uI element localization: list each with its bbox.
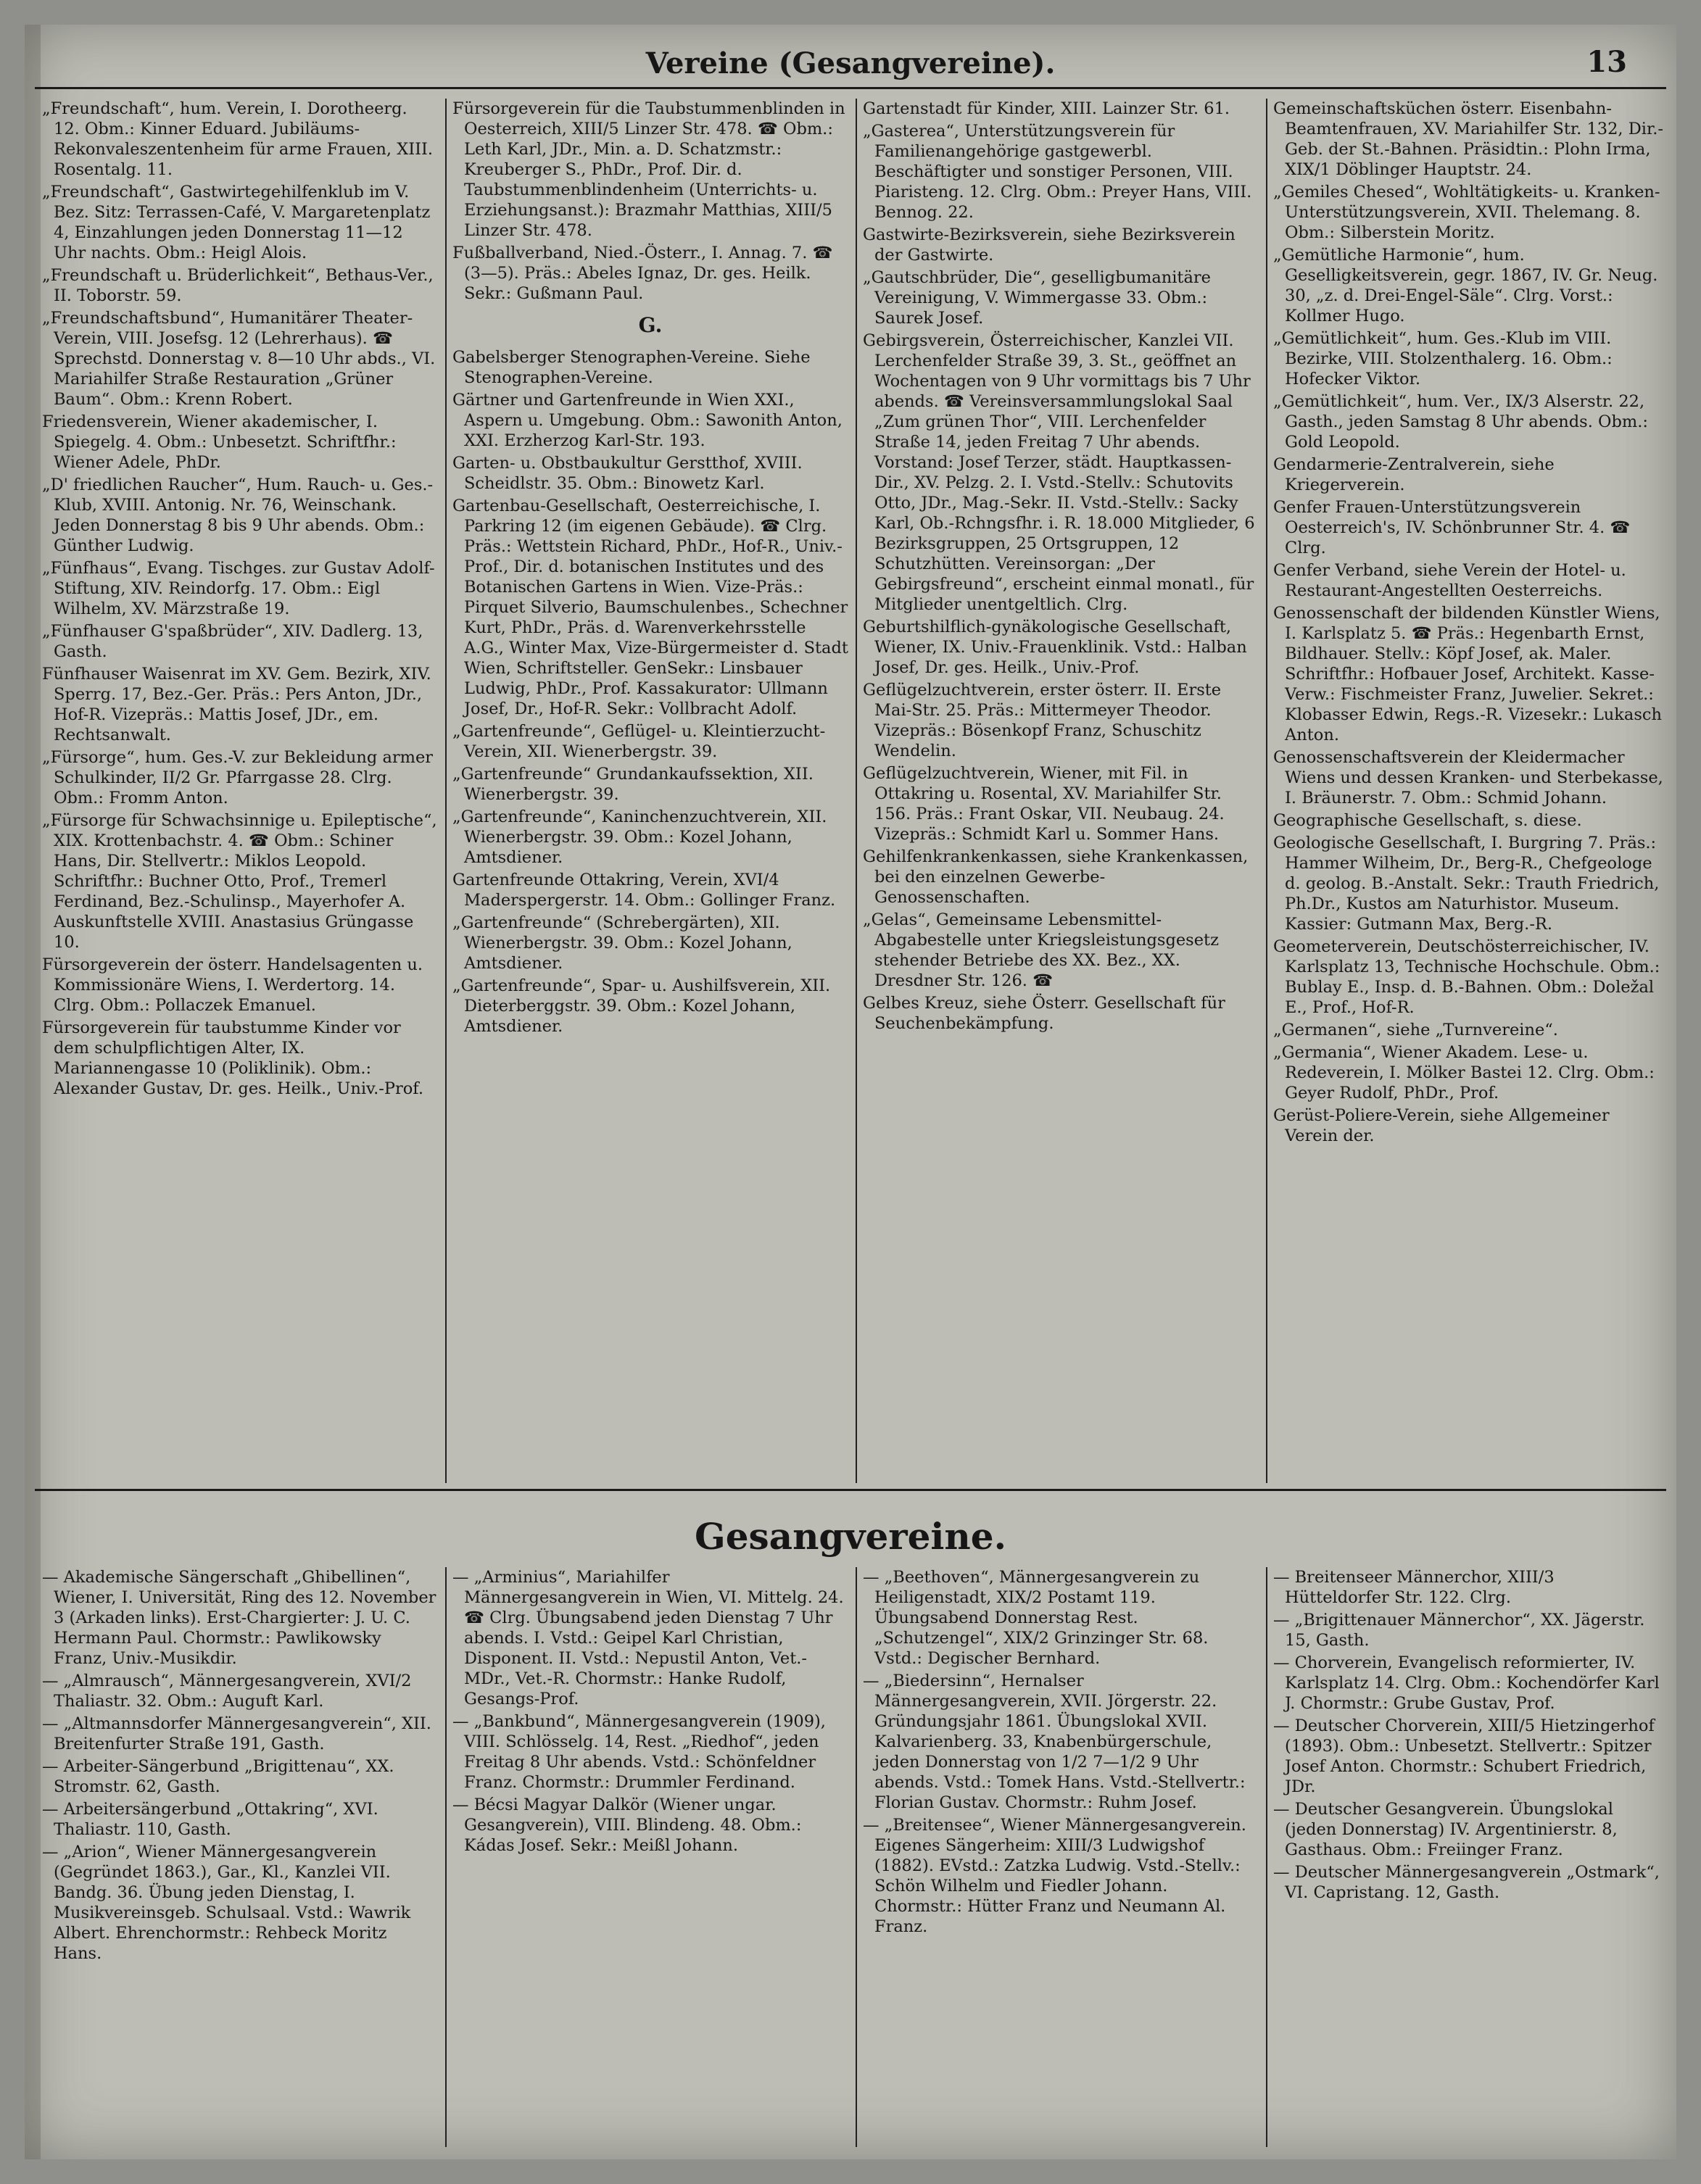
header-rule	[35, 87, 1666, 89]
directory-entry: Gärtner und Gartenfreunde in Wien XXI., Aspern u. Umgebung. Obm.: Sawonith Anton, XXI. Erzherzog Karl-Str. 193.	[452, 391, 843, 450]
column-divider	[856, 1567, 857, 2147]
directory-entry: Gartenfreunde Ottakring, Verein, XVI/4 Maderspergerstr. 14. Obm.: Gollinger Franz.	[452, 871, 836, 910]
directory-entry: Gerüst-Poliere-Verein, siehe Allgemeiner Verein der.	[1273, 1106, 1610, 1145]
top-column-3	[858, 99, 1263, 1483]
directory-entry: Gebirgsverein, Österreichischer, Kanzlei VII. Lerchenfelder Straße 39, 3. St., geöffnet an Wochentagen von 9 Uhr vormittags bis 7 Uhr abends. ☎ Vereinsversammlungslokal Saal „Zum grünen Thor“, VIII. Lerchenfelder Straße 14, jeden Freitag 7 Uhr abends. Vorstand: Josef Terzer, städt. Hauptkassen-Dir., XV. Pelzg. 2. I. Vstd.-Stellv.: Schutovits Otto, JDr., Mag.-Sekr. II. Vstd.-Stellv.: Sacky Karl, Ob.-Rchngsfhr. i. R. 18.000 Mitglieder, 6 Bezirksgruppen, 25 Ortsgruppen, 12 Schutzhütten. Vereinsorgan: „Der Gebirgsfreund“, erscheint einmal monatl., für Mitglieder unentgeltlich. Clrg.	[863, 331, 1255, 614]
directory-entry: — Deutscher Gesangverein. Übungslokal (jeden Donnerstag) IV. Argentinierstr. 8, Gasthaus. Obm.: Freiinger Franz.	[1273, 1800, 1618, 1859]
directory-entry: Fürsorgeverein der österr. Handelsagenten u. Kommissionäre Wiens, I. Werdertorg. 14. Clrg. Obm.: Pollaczek Emanuel.	[42, 955, 423, 1015]
directory-entry: — Chorverein, Evangelisch reformierter, IV. Karlsplatz 14. Clrg. Obm.: Kochendörfer Karl J. Chormstr.: Grube Gustav, Prof.	[1273, 1653, 1660, 1713]
directory-entry: Gelbes Kreuz, siehe Österr. Gesellschaft für Seuchenbekämpfung.	[863, 994, 1225, 1033]
bottom-column-3	[858, 1567, 1263, 2147]
section-rule	[35, 1489, 1666, 1491]
column-divider	[445, 1567, 447, 2147]
directory-entry: Gehilfenkrankenkassen, siehe Krankenkassen, bei den einzelnen Gewerbe-Genossenschaften.	[863, 847, 1249, 907]
directory-entry: „Gartenfreunde“, Spar- u. Aushilfsverein, XII. Dieterberggstr. 39. Obm.: Kozel Johann, Amtsdiener.	[452, 976, 831, 1036]
directory-entry: Gabelsberger Stenographen-Vereine. Siehe Stenographen-Vereine.	[452, 348, 811, 387]
directory-entry: „Germania“, Wiener Akadem. Lese- u. Redeverein, I. Mölker Bastei 12. Clrg. Obm.: Geyer Rudolf, PhDr., Prof.	[1273, 1043, 1655, 1103]
directory-entry: Geburtshilflich-gynäkologische Gesellschaft, Wiener, IX. Univ.-Frauenklinik. Vstd.: Halban Josef, Dr. ges. Heilk., Univ.-Prof.	[863, 618, 1247, 677]
page-number: 13	[1586, 45, 1627, 79]
directory-entry: „Freundschaft“, Gastwirtegehilfenklub im V. Bez. Sitz: Terrassen-Café, V. Margaretenplatz 4, Einzahlungen jeden Donnerstag 11—12 Uhr nachts. Obm.: Heigl Alois.	[42, 183, 431, 262]
directory-entry: „Freundschaftsbund“, Humanitärer Theater-Verein, VIII. Josefsg. 12 (Lehrerhaus). ☎ Sprechstd. Donnerstag v. 8—10 Uhr abds., VI. Mariahilfer Straße Restauration „Grüner Baum“. Obm.: Krenn Robert.	[42, 309, 436, 409]
page-header-title: Vereine (Gesangvereine).	[645, 46, 1056, 80]
directory-entry: — „Altmannsdorfer Männergesangverein“, XII. Breitenfurter Straße 191, Gasth.	[42, 1714, 431, 1753]
directory-entry: „Fünfhaus“, Evang. Tischges. zur Gustav Adolf-Stiftung, XIV. Reindorfg. 17. Obm.: Eigl Wilhelm, XV. Märzstraße 19.	[42, 559, 435, 618]
directory-entry: „Fürsorge“, hum. Ges.-V. zur Bekleidung armer Schulkinder, II/2 Gr. Pfarrgasse 28. Clrg. Obm.: Fromm Anton.	[42, 748, 434, 807]
directory-entry: — „Brigittenauer Männerchor“, XX. Jägerstr. 15, Gasth.	[1273, 1611, 1645, 1650]
directory-entry: „Gasterea“, Unterstützungsverein für Familienangehörige gastgewerbl. Beschäftigter und sonstiger Personen, VIII. Piaristeng. 12. Clrg. Obm.: Preyer Hans, VIII. Bennog. 22.	[863, 122, 1252, 222]
directory-entry: „Gemütliche Harmonie“, hum. Geselligkeitsverein, gegr. 1867, IV. Gr. Neug. 30, „z. d. Drei-Engel-Säle“. Clrg. Vorst.: Kollmer Hugo.	[1273, 246, 1658, 325]
directory-entry: Friedensverein, Wiener akademischer, I. Spiegelg. 4. Obm.: Unbesetzt. Schriftfhr.: Wiener Adele, PhDr.	[42, 412, 397, 472]
directory-entry: Gartenstadt für Kinder, XIII. Lainzer Str. 61.	[863, 99, 1230, 118]
bottom-column-4	[1269, 1567, 1668, 2147]
directory-entry: — „Breitensee“, Wiener Männergesangverein. Eigenes Sängerheim: XIII/3 Ludwigshof (1882). EVstd.: Zatzka Ludwig. Vstd.-Stellv.: Schön Wilhelm und Fiedler Johann. Chormstr.: Hütter Franz und Neumann Al. Franz.	[863, 1816, 1246, 1936]
directory-entry: „Freundschaft u. Brüderlichkeit“, Bethaus-Ver., II. Toborstr. 59.	[42, 266, 434, 305]
column-divider	[1266, 1567, 1267, 2147]
directory-entry: Genfer Frauen-Unterstützungsverein Oesterreich's, IV. Schönbrunner Str. 4. ☎ Clrg.	[1273, 498, 1631, 557]
top-column-2	[448, 99, 853, 1483]
directory-entry: — „Bankbund“, Männergesangverein (1909), VIII. Schlösselg. 14, Rest. „Riedhof“, jeden Freitag 8 Uhr abends. Vstd.: Schönfeldner Franz. Chormstr.: Drummler Ferdinand.	[452, 1712, 826, 1792]
directory-entry: „Fürsorge für Schwachsinnige u. Epileptische“, XIX. Krottenbachstr. 4. ☎ Obm.: Schiner Hans, Dir. Stellvertr.: Miklos Leopold. Schriftfhr.: Buchner Otto, Prof., Tremerl Ferdinand, Bez.-Schulinsp., Mayerhofer A. Auskunftstelle XVIII. Anastasius Grüngasse 10.	[42, 811, 437, 952]
directory-entry: Genfer Verband, siehe Verein der Hotel- u. Restaurant-Angestellten Oesterreichs.	[1273, 561, 1626, 600]
directory-entry: „Gemiles Chesed“, Wohltätigkeits- u. Kranken-Unterstützungsverein, XVII. Thelemang. 8. Obm.: Silberstein Moritz.	[1273, 183, 1660, 242]
directory-entry: Gastwirte-Bezirksverein, siehe Bezirksverein der Gastwirte.	[863, 225, 1236, 265]
directory-entry: „Gelas“, Gemeinsame Lebensmittel-Abgabestelle unter Kriegsleistungsgesetz stehender Betriebe des XX. Bez., XX. Dresdner Str. 126. ☎	[863, 910, 1219, 990]
directory-entry: — „Arion“, Wiener Männergesangverein (Gegründet 1863.), Gar., Kl., Kanzlei VII. Bandg. 36. Übung jeden Dienstag, I. Musikvereinsgeb. Schulsaal. Vstd.: Wawrik Albert. Ehrenchormstr.: Rehbeck Moritz Hans.	[42, 1843, 411, 1963]
directory-entry: „Gartenfreunde“, Kaninchenzuchtverein, XII. Wienerbergstr. 39. Obm.: Kozel Johann, Amtsdiener.	[452, 807, 827, 867]
directory-entry: Fürsorgeverein für taubstumme Kinder vor dem schulpflichtigen Alter, IX. Mariannengasse 10 (Poliklinik). Obm.: Alexander Gustav, Dr. ges. Heilk., Univ.-Prof.	[42, 1018, 423, 1098]
directory-entry: Fußballverband, Nied.-Österr., I. Annag. 7. ☎ (3—5). Präs.: Abeles Ignaz, Dr. ges. Heilk. Sekr.: Gußmann Paul.	[452, 244, 833, 303]
directory-entry: Geflügelzuchtverein, Wiener, mit Fil. in Ottakring u. Rosental, XV. Mariahilfer Str. 156. Präs.: Frant Oskar, VII. Neubaug. 24. Vizepräs.: Schmidt Karl u. Sommer Hans.	[863, 764, 1225, 844]
directory-entry: — „Beethoven“, Männergesangverein zu Heiligenstadt, XIX/2 Postamt 119. Übungsabend Donnerstag Rest. „Schutzengel“, XIX/2 Grinzinger Str. 68. Vstd.: Degischer Bernhard.	[863, 1568, 1209, 1668]
directory-entry: — „Arminius“, Mariahilfer Männergesangverein in Wien, VI. Mittelg. 24. ☎ Clrg. Übungsabend jeden Dienstag 7 Uhr abends. I. Vstd.: Geipel Karl Christian, Disponent. II. Vstd.: Nepustil Anton, Vet.-MDr., Vet.-R. Chormstr.: Hanke Rudolf, Gesangs-Prof.	[452, 1568, 844, 1708]
directory-entry: Gendarmerie-Zentralverein, siehe Kriegerverein.	[1273, 455, 1555, 494]
directory-entry: — Arbeitersängerbund „Ottakring“, XVI. Thaliastr. 110, Gasth.	[42, 1800, 378, 1839]
directory-entry: Geographische Gesellschaft, s. diese.	[1273, 811, 1582, 830]
section-title: Gesangvereine.	[695, 1515, 1006, 1558]
directory-entry: „D' friedlichen Raucher“, Hum. Rauch- u. Ges.-Klub, XVIII. Antonig. Nr. 76, Weinschank. Jeden Donnerstag 8 bis 9 Uhr abends. Obm.: Günther Ludwig.	[42, 476, 434, 555]
directory-entry: „Gemütlichkeit“, hum. Ver., IX/3 Alserstr. 22, Gasth., jeden Samstag 8 Uhr abends. Obm.: Gold Leopold.	[1273, 392, 1648, 452]
top-column-1	[38, 99, 442, 1483]
directory-entry: Garten- u. Obstbaukultur Gerstthof, XVIII. Scheidlstr. 35. Obm.: Binowetz Karl.	[452, 454, 803, 493]
directory-entry: „Gemütlichkeit“, hum. Ges.-Klub im VIII. Bezirke, VIII. Stolzenthalerg. 16. Obm.: Hofecker Viktor.	[1273, 329, 1613, 389]
column-divider	[856, 99, 857, 1483]
directory-entry: — „Almrausch“, Männergesangverein, XVI/2 Thaliastr. 32. Obm.: Auguft Karl.	[42, 1672, 412, 1711]
directory-entry: — Deutscher Chorverein, XIII/5 Hietzingerhof (1893). Obm.: Unbesetzt. Stellvertr.: Spitzer Josef Anton. Chormstr.: Schubert Friedrich, JDr.	[1273, 1716, 1655, 1796]
directory-entry: Fürsorgeverein für die Taubstummenblinden in Oesterreich, XIII/5 Linzer Str. 478. ☎ Obm.: Leth Karl, JDr., Min. a. D. Schatzmstr.: Kreuberger S., PhDr., Prof. Dir. d. Taubstummenblindenheim (Unterrichts- u. Erziehungsanst.): Brazmahr Matthias, XIII/5 Linzer Str. 478.	[452, 99, 845, 240]
directory-entry: Gemeinschaftsküchen österr. Eisenbahn-Beamtenfrauen, XV. Mariahilfer Str. 132, Dir.-Geb. der St.-Bahnen. Präsidtin.: Plohn Irma, XIX/1 Döblinger Hauptstr. 24.	[1273, 99, 1664, 179]
directory-entry: — „Biedersinn“, Hernalser Männergesangverein, XVII. Jörgerstr. 22. Gründungsjahr 1861. Übungslokal XVII. Kalvarienberg. 33, Knabenbürgerschule, jeden Donnerstag von 1/2 7—1/2 9 Uhr abends. Vstd.: Tomek Hans. Vstd.-Stellvertr.: Florian Gustav. Chormstr.: Ruhm Josef.	[863, 1672, 1246, 1812]
directory-entry: — Arbeiter-Sängerbund „Brigittenau“, XX. Stromstr. 62, Gasth.	[42, 1757, 394, 1796]
section-letter: G.	[638, 313, 663, 337]
top-column-4	[1269, 99, 1668, 1483]
directory-entry: Genossenschaftsverein der Kleidermacher Wiens und dessen Kranken- und Sterbekasse, I. Bräunerstr. 7. Obm.: Schmid Johann.	[1273, 748, 1663, 807]
column-divider	[1266, 99, 1267, 1483]
directory-entry: Geologische Gesellschaft, I. Burgring 7. Präs.: Hammer Wilheim, Dr., Berg-R., Chefgeologe d. geolog. B.-Anstalt. Sekr.: Trauth Friedrich, Ph.Dr., Kustos am Naturhistor. Museum. Kassier: Gutmann Max, Berg.-R.	[1273, 834, 1660, 934]
directory-entry: Genossenschaft der bildenden Künstler Wiens, I. Karlsplatz 5. ☎ Präs.: Hegenbarth Ernst, Bildhauer. Stellv.: Köpf Josef, ak. Maler. Schriftfhr.: Hofbauer Josef, Architekt. Kasse-Verw.: Fischmeister Franz, Juwelier. Sekret.: Klobasser Edwin, Regs.-R. Vizesekr.: Lukasch Anton.	[1273, 604, 1662, 744]
directory-entry: „Fünfhauser G'spaßbrüder“, XIV. Dadlerg. 13, Gasth.	[42, 622, 423, 661]
scanned-page	[25, 25, 1676, 2159]
directory-entry: Geometerverein, Deutschösterreichischer, IV. Karlsplatz 13, Technische Hochschule. Obm.: Bublay E., Insp. d. B.-Bahnen. Obm.: Doležal E., Prof., Hof-R.	[1273, 937, 1660, 1017]
bottom-column-1	[38, 1567, 442, 2147]
directory-entry: — Breitenseer Männerchor, XIII/3 Hütteldorfer Str. 122. Clrg.	[1273, 1568, 1555, 1607]
directory-entry: Gartenbau-Gesellschaft, Oesterreichische, I. Parkring 12 (im eigenen Gebäude). ☎ Clrg. Präs.: Wettstein Richard, PhDr., Hof-R., Univ.-Prof., Dir. d. botanischen Institutes und des Botanischen Gartens in Wien. Vize-Präs.: Pirquet Silverio, Baumschulenbes., Schechner Kurt, PhDr., Präs. d. Warenverkehrsstelle A.G., Winter Max, Vize-Bürgermeister d. Stadt Wien, Schriftsteller. GenSekr.: Linsbauer Ludwig, PhDr., Prof. Kassakurator: Ullmann Josef, Dr., Hof-R. Sekr.: Vollbracht Adolf.	[452, 497, 848, 718]
directory-entry: „Gartenfreunde“ Grundankaufssektion, XII. Wienerbergstr. 39.	[452, 765, 814, 804]
directory-entry: — Akademische Sängerschaft „Ghibellinen“, Wiener, I. Universität, Ring des 12. November 3 (Arkaden links). Erst-Chargierter: J. U. C. Hermann Paul. Chormstr.: Pawlikowsky Franz, Univ.-Musikdir.	[42, 1568, 436, 1668]
directory-entry: „Gartenfreunde“, Geflügel- u. Kleintierzucht-Verein, XII. Wienerbergstr. 39.	[452, 722, 826, 761]
directory-entry: „Gautschbrüder, Die“, geselligbumanitäre Vereinigung, V. Wimmergasse 33. Obm.: Saurek Josef.	[863, 268, 1211, 328]
directory-entry: „Freundschaft“, hum. Verein, I. Dorotheerg. 12. Obm.: Kinner Eduard. Jubiläums-Rekonvaleszentenheim für arme Frauen, XIII. Rosentalg. 11.	[42, 99, 434, 179]
bottom-column-2	[448, 1567, 853, 2147]
column-divider	[445, 99, 447, 1483]
directory-entry: „Gartenfreunde“ (Schrebergärten), XII. Wienerbergstr. 39. Obm.: Kozel Johann, Amtsdiener.	[452, 913, 792, 973]
directory-entry: — Bécsi Magyar Dalkör (Wiener ungar. Gesangverein), VIII. Blindeng. 48. Obm.: Kádas Josef. Sekr.: Meißl Johann.	[452, 1795, 802, 1855]
directory-entry: Fünfhauser Waisenrat im XV. Gem. Bezirk, XIV. Sperrg. 17, Bez.-Ger. Präs.: Pers Anton, JDr., Hof-R. Vizepräs.: Mattis Josef, JDr., em. Rechtsanwalt.	[42, 665, 431, 744]
directory-entry: — Deutscher Männergesangverein „Ostmark“, VI. Capristang. 12, Gasth.	[1273, 1863, 1660, 1902]
directory-entry: „Germanen“, siehe „Turnvereine“.	[1273, 1021, 1558, 1039]
directory-entry: Geflügelzuchtverein, erster österr. II. Erste Mai-Str. 25. Präs.: Mittermeyer Theodor. Vizepräs.: Bösenkopf Franz, Schuschitz Wendelin.	[863, 681, 1222, 760]
